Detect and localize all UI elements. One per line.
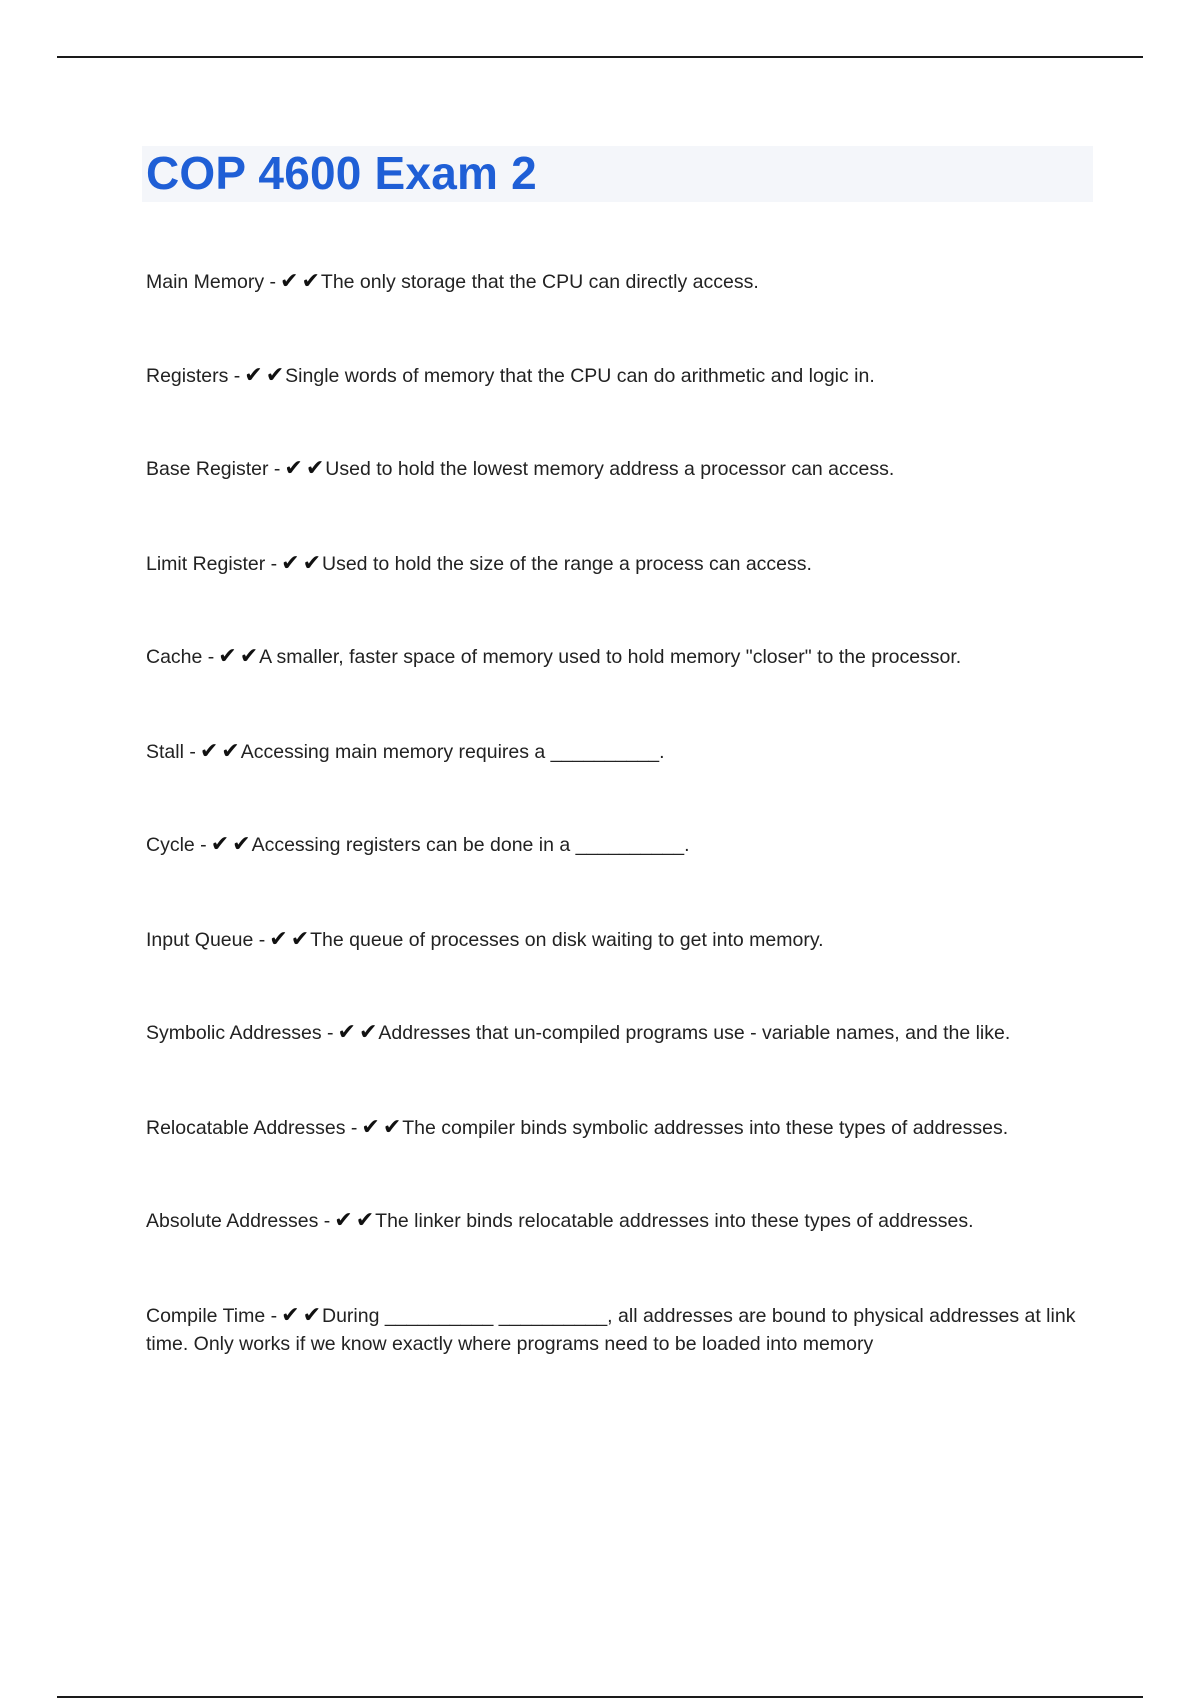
entry-base-register <box>146 455 1096 483</box>
entry-term: Limit Register <box>146 552 266 575</box>
entry-separator: - <box>183 740 196 763</box>
check-icon: ✔ <box>358 1019 378 1045</box>
check-icon: ✔ <box>210 831 230 857</box>
entry-absolute-addresses <box>146 1207 1096 1235</box>
entry-separator: - <box>202 645 215 668</box>
check-icon: ✔ <box>361 1114 380 1140</box>
entry-term: Cache <box>146 645 203 668</box>
check-icon: ✔ <box>302 550 321 576</box>
entry-separator: - <box>265 1304 278 1327</box>
top-rule <box>57 56 1143 58</box>
check-icon: ✔ <box>232 831 251 857</box>
check-icon: ✔ <box>290 926 310 952</box>
check-icon: ✔ <box>221 738 240 764</box>
entry-definition: Used to hold the lowest memory address a processor can access. <box>325 457 895 480</box>
entry-registers <box>146 362 1096 390</box>
entry-term: Cycle <box>146 833 195 856</box>
entry-term: Compile Time <box>146 1304 266 1327</box>
entry-definition: Used to hold the size of the range a process can access. <box>322 552 812 575</box>
bottom-rule <box>57 1696 1143 1698</box>
check-icon: ✔ <box>218 643 237 669</box>
entry-separator: - <box>264 270 277 293</box>
entry-compile-time <box>146 1302 1096 1358</box>
entry-definition: A smaller, faster space of memory used to hold memory "closer" to the processor. <box>259 645 962 668</box>
entry-definition: Accessing main memory requires a __________. <box>240 740 665 763</box>
entry-term: Stall <box>146 740 184 763</box>
check-icon: ✔ <box>280 268 299 294</box>
check-icon: ✔ <box>281 550 300 576</box>
entry-separator: - <box>345 1116 358 1139</box>
entry-stall <box>146 738 1096 766</box>
check-icon: ✔ <box>281 1302 300 1328</box>
check-icon: ✔ <box>305 455 325 481</box>
entry-definition: The only storage that the CPU can directly access. <box>320 270 759 293</box>
check-icon: ✔ <box>302 1302 321 1328</box>
entry-definition: Accessing registers can be done in a __________. <box>251 833 690 856</box>
entry-cache <box>146 643 1096 671</box>
entry-term: Absolute Addresses <box>146 1209 319 1232</box>
entry-separator: - <box>228 364 241 387</box>
check-icon: ✔ <box>301 268 320 294</box>
entry-main-memory <box>146 268 1096 296</box>
check-icon: ✔ <box>265 362 285 388</box>
check-icon: ✔ <box>269 926 288 952</box>
entry-term: Relocatable Addresses <box>146 1116 346 1139</box>
entry-definition: The queue of processes on disk waiting to get into memory. <box>310 928 824 951</box>
entry-definition: During __________ __________, all addresses are bound to physical addresses at link time. Only works if we know exactly where programs need to be loaded into memory <box>146 1304 1076 1355</box>
entry-separator: - <box>194 833 207 856</box>
entry-definition: The linker binds relocatable addresses into these types of addresses. <box>375 1209 974 1232</box>
entry-definition: Single words of memory that the CPU can do arithmetic and logic in. <box>285 364 875 387</box>
entry-separator: - <box>253 928 266 951</box>
entry-term: Input Queue <box>146 928 254 951</box>
check-icon: ✔ <box>284 455 303 481</box>
entry-limit-register <box>146 550 1096 578</box>
entry-term: Base Register <box>146 457 269 480</box>
check-icon: ✔ <box>355 1207 375 1233</box>
entry-separator: - <box>265 552 278 575</box>
check-icon: ✔ <box>199 738 219 764</box>
entry-input-queue <box>146 926 1096 954</box>
entry-term: Registers <box>146 364 229 387</box>
check-icon: ✔ <box>382 1114 402 1140</box>
check-icon: ✔ <box>244 362 263 388</box>
check-icon: ✔ <box>334 1207 353 1233</box>
check-icon: ✔ <box>337 1019 356 1045</box>
entry-definition: Addresses that un-compiled programs use - variable names, and the like. <box>378 1021 1011 1044</box>
entry-term: Main Memory <box>146 270 265 293</box>
entry-separator: - <box>268 457 281 480</box>
entry-term: Symbolic Addresses <box>146 1021 322 1044</box>
entry-symbolic-addresses <box>146 1019 1096 1047</box>
document-title: COP 4600 Exam 2 <box>146 147 537 199</box>
entry-separator: - <box>321 1021 334 1044</box>
entry-separator: - <box>318 1209 331 1232</box>
entry-relocatable-addresses <box>146 1114 1096 1142</box>
entry-definition: The compiler binds symbolic addresses into these types of addresses. <box>402 1116 1009 1139</box>
check-icon: ✔ <box>239 643 259 669</box>
entry-cycle <box>146 831 1096 859</box>
